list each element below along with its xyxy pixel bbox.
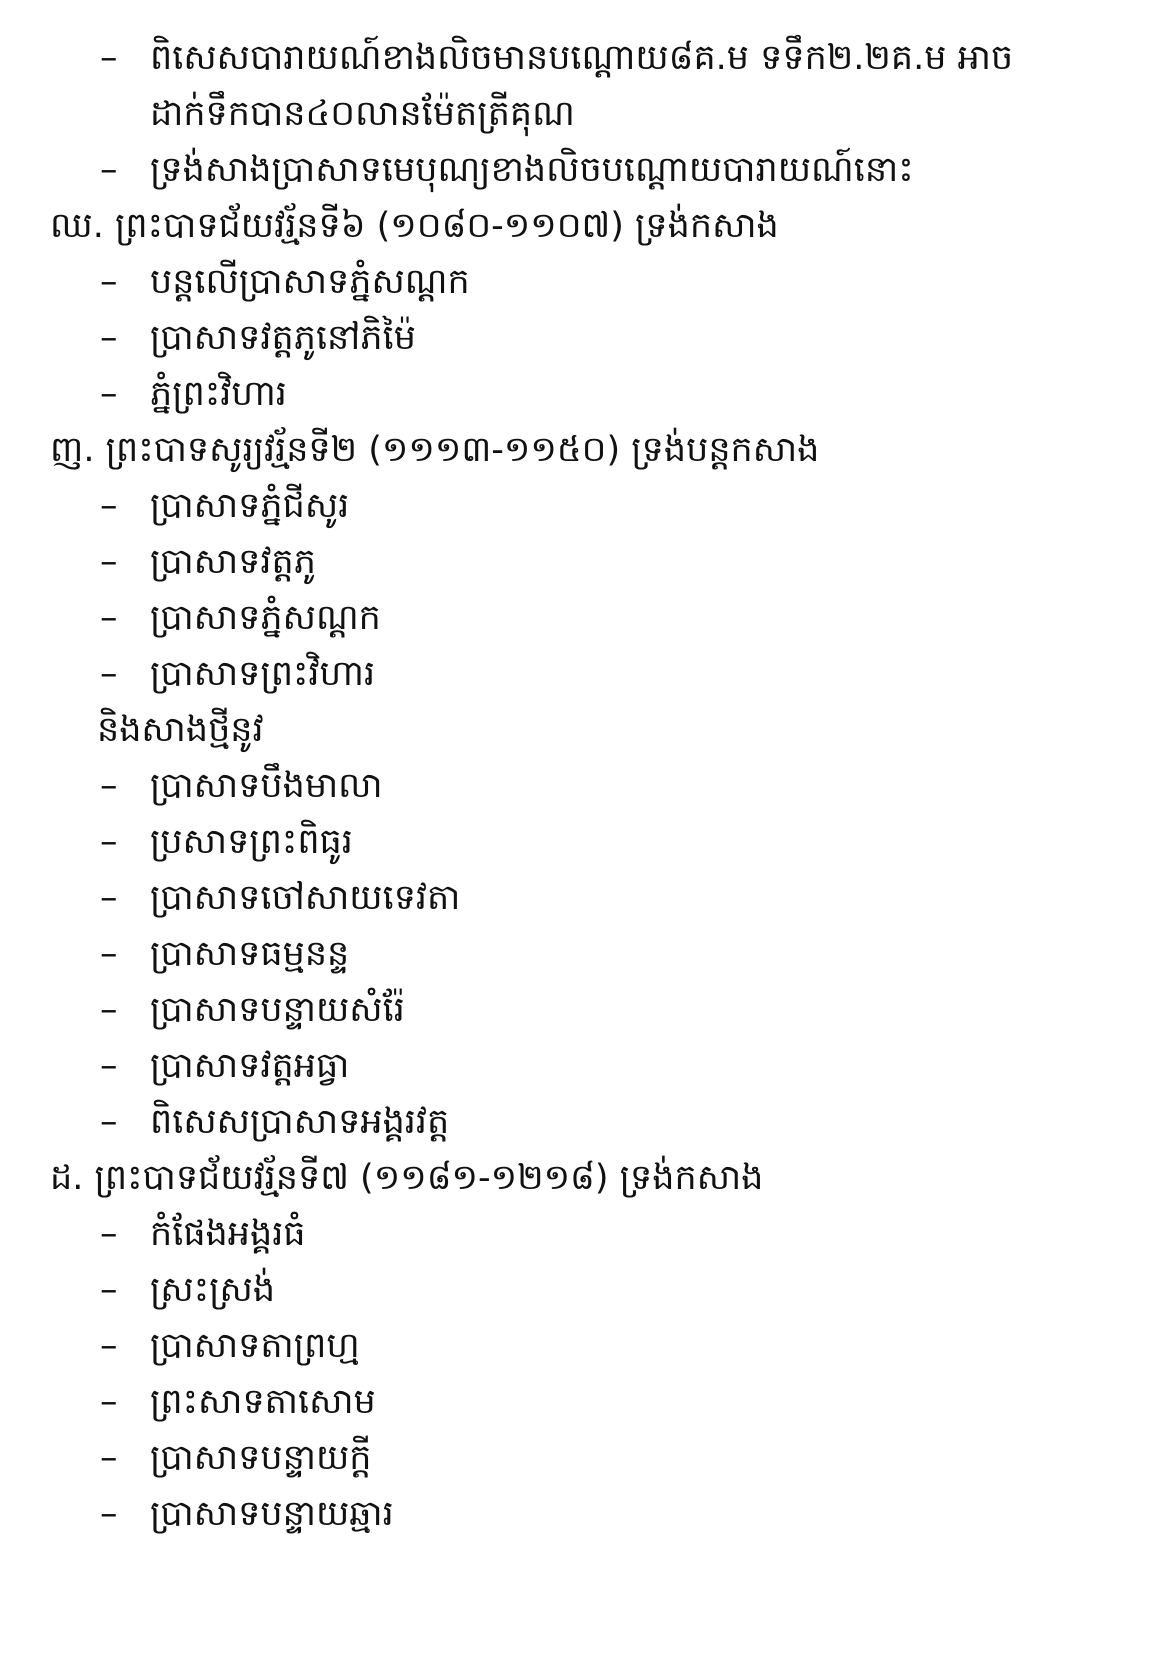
list-item-text: ស្រះស្រង់	[150, 1270, 276, 1310]
list-item-text: ទ្រង់សាងប្រាសាទមេបុណ្យខាងលិចបណ្ដោយបារាយណ៍នោះ	[150, 150, 914, 190]
dash-bullet: –	[100, 1438, 118, 1478]
list-item-text: ព្រះសាទតាសោម	[150, 1382, 376, 1422]
list-item-text: ប្រសាទព្រះពិធូរ	[150, 822, 353, 862]
list-item-text: ប្រាសាទភ្នំសណ្ដក	[150, 598, 381, 638]
list-item-text: ប្រាសាទវត្តអធ្វា	[150, 1046, 350, 1086]
dash-bullet: –	[100, 990, 118, 1030]
dash-bullet: –	[100, 1102, 118, 1142]
dash-bullet: –	[100, 822, 118, 862]
dash-bullet: –	[100, 1494, 118, 1534]
dash-bullet: –	[100, 374, 118, 414]
dash-bullet: –	[100, 934, 118, 974]
list-item-text: ប្រាសាទវត្តភូ	[150, 542, 316, 582]
list-item-text: ប្រាសាទភ្នំជីសូរ	[150, 486, 350, 526]
dash-bullet: –	[100, 1382, 118, 1422]
dash-bullet: –	[100, 542, 118, 582]
subsection-intro-text: និងសាងថ្មីនូវ	[97, 710, 264, 750]
list-item-text: ប្រាសាទបន្ទាយក្ដី	[150, 1438, 372, 1478]
section-heading-text: ដ. ព្រះបាទជ័យវរ្ម័នទី៧ (១១៨១-១២១៨) ទ្រង់កសាង	[50, 1158, 764, 1198]
list-item-text: ភ្នំព្រះវិហារ	[150, 374, 287, 414]
dash-bullet: –	[100, 1214, 118, 1254]
list-item-text: ប្រាសាទបឹងមាលា	[150, 766, 383, 806]
dash-bullet: –	[100, 1270, 118, 1310]
list-item-text: ប្រាសាទវត្តភូនៅភិម៉ៃ	[150, 318, 416, 358]
list-item-text: ប្រាសាទចៅសាយទេវតា	[150, 878, 461, 918]
dash-bullet: –	[100, 486, 118, 526]
dash-bullet: –	[100, 1046, 118, 1086]
dash-bullet: –	[100, 262, 118, 302]
list-item-text: ពិសេសប្រាសាទអង្គរវត្ត	[150, 1102, 450, 1142]
dash-bullet: –	[100, 1326, 118, 1366]
dash-bullet: –	[100, 38, 118, 78]
section-heading-text: ឈ. ព្រះបាទជ័យវរ្ម័នទី៦ (១០៨០-១១០៧) ទ្រង់កសាង	[50, 206, 779, 246]
dash-bullet: –	[100, 654, 118, 694]
list-item-text: ប្រាសាទធម្មនន្ទ	[150, 934, 350, 974]
dash-bullet: –	[100, 150, 118, 190]
dash-bullet: –	[100, 878, 118, 918]
dash-bullet: –	[100, 318, 118, 358]
dash-bullet: –	[100, 766, 118, 806]
list-item-text: កំផែងអង្គរធំ	[150, 1214, 306, 1254]
list-item-text: ប្រាសាទតាព្រហ្ម	[150, 1326, 360, 1366]
list-item-text: ប្រាសាទព្រះវិហារ	[150, 654, 376, 694]
list-item-text: ប្រាសាទបន្ទាយសំរ៉ែ	[150, 990, 405, 1030]
list-item-text: ដាក់ទឹកបាន៤០លានម៉ែតត្រីគុណ	[150, 94, 575, 134]
list-item-text: បន្តលើប្រាសាទភ្នំសណ្ដក	[150, 262, 470, 302]
section-heading-text: ញ. ព្រះបាទសូរ្យវរ្ម័នទី២ (១១១៣-១១៥០) ទ្រង់បន្តកសាង	[50, 430, 820, 470]
list-item-text: ពិសេសបារាយណ៍ខាងលិចមានបណ្ដោយ៨គ.ម ទទឹក២.២គ.ម អាច	[150, 38, 1014, 78]
dash-bullet: –	[100, 598, 118, 638]
list-item-text: ប្រាសាទបន្ទាយឆ្មារ	[150, 1494, 394, 1534]
